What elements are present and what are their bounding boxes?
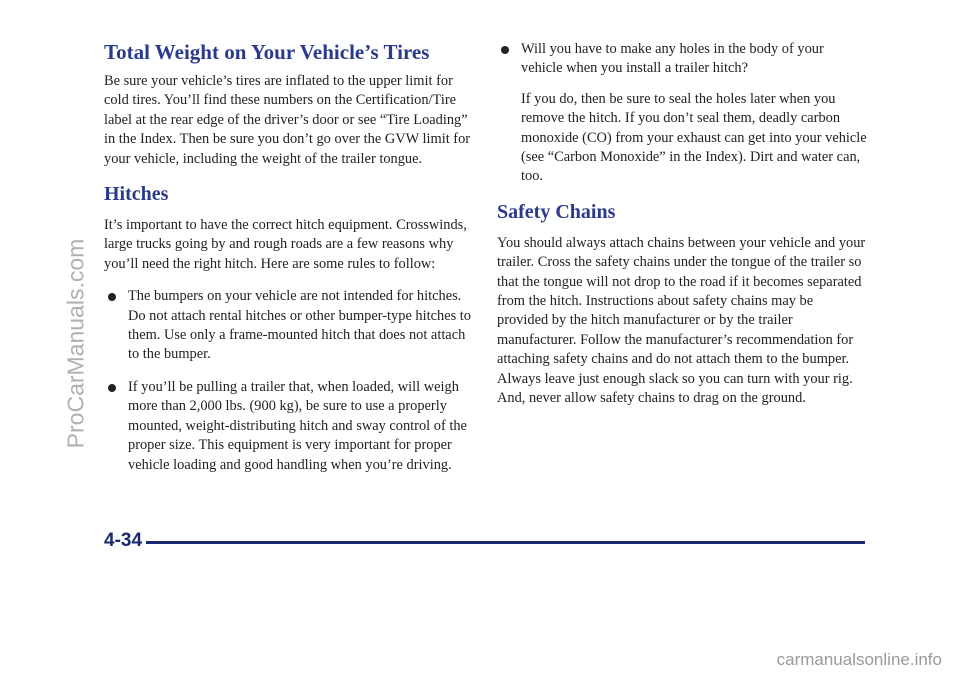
section-title-safety-chains: Safety Chains — [497, 200, 616, 223]
hitch-holes-list — [497, 40, 867, 187]
list-item — [104, 287, 476, 365]
bottom-watermark: carmanualsonline.info — [776, 650, 942, 669]
left-column — [104, 40, 476, 475]
list-item — [497, 40, 867, 187]
page-number: 4-34 — [104, 530, 143, 551]
bullet-icon — [108, 384, 116, 392]
hitch-rules-list — [104, 287, 476, 475]
side-watermark: ProCarManuals.com — [62, 238, 89, 449]
bullet-icon — [501, 46, 509, 54]
section-title-total-weight: Total Weight on Your Vehicle’s Tires — [104, 40, 430, 64]
total-weight-paragraph: Be sure your vehicle’s tires are inflated to the upper limit for cold tires. You’ll find these numbers on the Certification/Tire label at the rear edge of the driver’s door or see “Tire Loading” in the Index. Then be sure you don’t go over the GVW limit for your vehicle, including the weight of the trailer tongue. — [104, 73, 471, 167]
bullet-text: If you’ll be pulling a trailer that, when loaded, will weigh more than 2,000 lbs. (900 kg), be sure to use a properly mounted, weight-distributing hitch and sway control of the proper size. This equipment is very important for proper vehicle loading and good handling when you’re driving. — [128, 378, 467, 473]
right-column — [497, 40, 867, 409]
bullet-icon — [108, 293, 116, 301]
bullet-text: The bumpers on your vehicle are not intended for hitches. Do not attach rental hitches or other bumper-type hitches to them. Use only a frame-mounted hitch that does not attach to the bumper. — [128, 288, 471, 363]
bullet-answer: If you do, then be sure to seal the holes later when you remove the hitch. If you don’t seal them, deadly carbon monoxide (CO) from your exhaust can get into your vehicle (see “Carbon Monoxide” in the Index). Dirt and water can, too. — [521, 90, 867, 185]
hitches-intro-paragraph: It’s important to have the correct hitch equipment. Crosswinds, large trucks going by and rough roads are a few reasons why you’ll need the right hitch. Here are some rules to follow: — [104, 217, 467, 272]
section-title-hitches: Hitches — [104, 183, 169, 206]
safety-chains-paragraph: You should always attach chains between your vehicle and your trailer. Cross the safety chains under the tongue of the trailer so that the tongue will not drop to the road if it becomes separated from the hitch. Instructions about safety chains may be provided by the hitch manufacturer or by the trailer manufacturer. Follow the manufacturer’s recommendation for attaching safety chains and do not attach them to the bumper. Always leave just enough slack so you can turn with your rig. And, never allow safety chains to drag on the ground. — [497, 234, 866, 407]
bullet-question: Will you have to make any holes in the body of your vehicle when you install a trailer hitch? — [521, 41, 824, 77]
list-item — [104, 378, 476, 475]
footer-rule — [146, 541, 865, 544]
